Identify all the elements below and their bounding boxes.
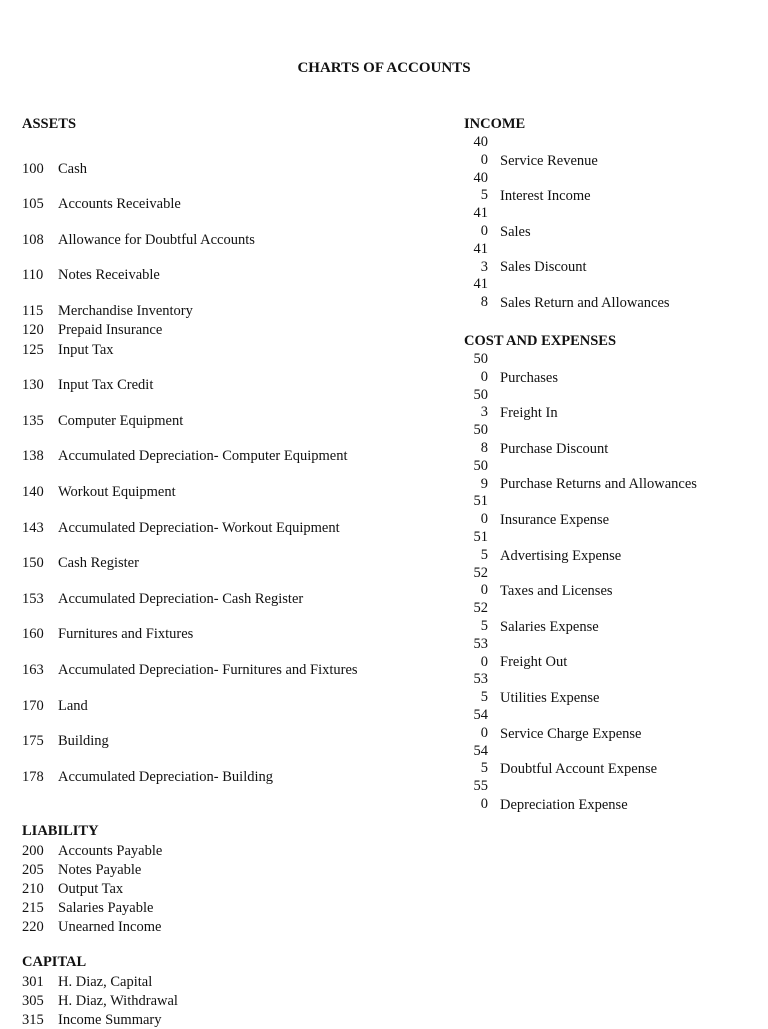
account-row: [22, 142, 442, 178]
account-name: Computer Equipment: [58, 412, 184, 429]
account-row: [22, 501, 442, 537]
account-code: 163: [22, 661, 44, 678]
account-code: 40 5: [473, 169, 488, 204]
account-row: [464, 276, 754, 312]
account-name: H. Diaz, Capital: [58, 973, 153, 990]
account-code: 170: [22, 697, 44, 714]
account-code: 105: [22, 196, 44, 213]
account-name: Insurance Expense: [500, 511, 610, 528]
account-name: Prepaid Insurance: [58, 322, 163, 339]
account-code: 50 9: [473, 457, 488, 492]
account-row: [22, 841, 442, 860]
account-name: Notes Payable: [58, 861, 142, 878]
account-name: Accumulated Depreciation- Cash Register: [58, 590, 304, 607]
account-name: Land: [58, 697, 88, 714]
account-code: 40 0: [473, 134, 488, 168]
account-row: [464, 636, 754, 672]
account-row: [464, 565, 754, 601]
account-code: 130: [22, 377, 44, 394]
account-code: 153: [22, 590, 44, 607]
account-code: 143: [22, 519, 44, 536]
account-row: [464, 351, 754, 387]
account-name: Unearned Income: [58, 918, 162, 935]
account-row: [22, 972, 442, 991]
account-row: [464, 600, 754, 636]
right-column: [464, 115, 754, 814]
account-name: Utilities Expense: [500, 689, 600, 706]
account-name: Salaries Expense: [500, 618, 599, 635]
account-code: 50 3: [473, 386, 488, 421]
account-row: [464, 458, 754, 494]
account-code: 41 0: [473, 205, 488, 239]
account-name: Freight In: [500, 405, 558, 422]
income-heading: INCOME: [464, 116, 526, 132]
account-name: Workout Equipment: [58, 483, 176, 500]
account-code: 315: [22, 1011, 44, 1028]
account-code: 120: [22, 322, 44, 339]
account-name: Depreciation Expense: [500, 796, 628, 813]
account-code: 50 0: [473, 350, 488, 385]
account-code: 52 5: [473, 600, 488, 634]
account-row: [22, 715, 442, 751]
account-name: Accumulated Depreciation- Workout Equipment: [58, 519, 340, 536]
account-row: [464, 170, 754, 206]
account-row: [464, 707, 754, 743]
account-code: 115: [22, 302, 44, 319]
account-code: 50 8: [473, 422, 488, 456]
account-code: 160: [22, 626, 44, 643]
account-row: [464, 134, 754, 170]
account-row: [22, 465, 442, 501]
account-name: Advertising Expense: [500, 547, 622, 564]
account-code: 54 0: [473, 706, 488, 741]
account-name: Service Revenue: [500, 152, 598, 169]
account-name: Accounts Payable: [58, 842, 163, 859]
account-row: [464, 493, 754, 529]
account-row: [22, 879, 442, 898]
account-name: Freight Out: [500, 654, 568, 671]
account-name: Sales Return and Allowances: [500, 294, 670, 311]
account-code: 51 0: [473, 493, 488, 528]
account-name: Sales Discount: [500, 259, 587, 276]
account-row: [22, 917, 442, 936]
account-code: 53 0: [473, 635, 488, 670]
account-row: [22, 394, 442, 430]
account-row: [22, 284, 442, 320]
account-row: [464, 743, 754, 779]
account-name: Cash Register: [58, 555, 139, 572]
capital-heading: CAPITAL: [22, 953, 87, 970]
account-row: [22, 359, 442, 395]
account-row: [22, 537, 442, 573]
account-row: [22, 178, 442, 214]
account-row: [464, 778, 754, 814]
account-code: 55 0: [473, 778, 488, 812]
account-name: Doubtful Account Expense: [500, 761, 658, 778]
account-row: [22, 750, 442, 786]
account-code: 110: [22, 267, 44, 284]
account-code: 108: [22, 231, 44, 248]
account-code: 52 0: [473, 564, 488, 599]
liability-heading: LIABILITY: [22, 822, 99, 839]
account-name: Purchases: [500, 369, 558, 386]
account-name: Accumulated Depreciation- Building: [58, 768, 274, 785]
account-name: Input Tax: [58, 341, 114, 358]
account-code: 41 8: [473, 276, 488, 311]
account-name: Salaries Payable: [58, 899, 154, 916]
account-code: 205: [22, 861, 44, 878]
account-name: Accumulated Depreciation- Furnitures and Fixtures: [58, 661, 358, 678]
account-name: Purchase Returns and Allowances: [500, 476, 697, 493]
account-row: [22, 213, 442, 249]
account-name: Output Tax: [58, 880, 124, 897]
account-code: 215: [22, 899, 44, 916]
assets-heading: ASSETS: [22, 116, 77, 132]
account-code: 100: [22, 160, 44, 177]
account-row: [22, 608, 442, 644]
account-code: 53 5: [473, 671, 488, 706]
account-name: Accounts Receivable: [58, 196, 181, 213]
account-row: [464, 422, 754, 458]
account-row: [464, 387, 754, 423]
account-name: Input Tax Credit: [58, 377, 154, 394]
account-code: 41 3: [473, 240, 488, 275]
account-row: [22, 898, 442, 917]
account-code: 210: [22, 880, 44, 897]
account-code: 135: [22, 412, 44, 429]
account-code: 178: [22, 768, 44, 785]
account-code: 200: [22, 842, 44, 859]
account-code: 51 5: [473, 528, 488, 563]
account-row: [22, 991, 442, 1010]
account-name: Merchandise Inventory: [58, 302, 193, 319]
account-name: Sales: [500, 223, 531, 240]
account-name: H. Diaz, Withdrawal: [58, 992, 178, 1009]
account-row: [22, 643, 442, 679]
account-name: Allowance for Doubtful Accounts: [58, 231, 255, 248]
account-name: Service Charge Expense: [500, 725, 642, 742]
account-row: [22, 860, 442, 879]
account-row: [464, 671, 754, 707]
account-row: [22, 320, 442, 339]
account-name: Taxes and Licenses: [500, 583, 613, 600]
account-code: 305: [22, 992, 44, 1009]
account-row: [464, 205, 754, 241]
account-name: Notes Receivable: [58, 267, 160, 284]
account-code: 301: [22, 973, 44, 990]
account-row: [464, 529, 754, 565]
account-row: [22, 572, 442, 608]
account-name: Interest Income: [500, 188, 591, 205]
account-row: [464, 241, 754, 277]
account-name: Cash: [58, 160, 87, 177]
account-code: 220: [22, 918, 44, 935]
account-row: [22, 249, 442, 285]
account-name: Purchase Discount: [500, 440, 609, 457]
account-row: [22, 339, 442, 358]
account-name: Building: [58, 733, 109, 750]
account-code: 125: [22, 341, 44, 358]
account-code: 54 5: [473, 742, 488, 777]
cost-and-expenses-heading: COST AND EXPENSES: [464, 332, 617, 349]
left-column: [22, 115, 442, 1029]
account-name: Furnitures and Fixtures: [58, 626, 194, 643]
account-code: 138: [22, 448, 44, 465]
account-code: 140: [22, 483, 44, 500]
account-row: [22, 1010, 442, 1029]
account-name: Income Summary: [58, 1011, 162, 1028]
account-code: 150: [22, 555, 44, 572]
account-row: [22, 430, 442, 466]
account-row: [22, 679, 442, 715]
account-code: 175: [22, 733, 44, 750]
document-title: CHARTS OF ACCOUNTS: [297, 60, 471, 76]
account-name: Accumulated Depreciation- Computer Equipment: [58, 448, 348, 465]
